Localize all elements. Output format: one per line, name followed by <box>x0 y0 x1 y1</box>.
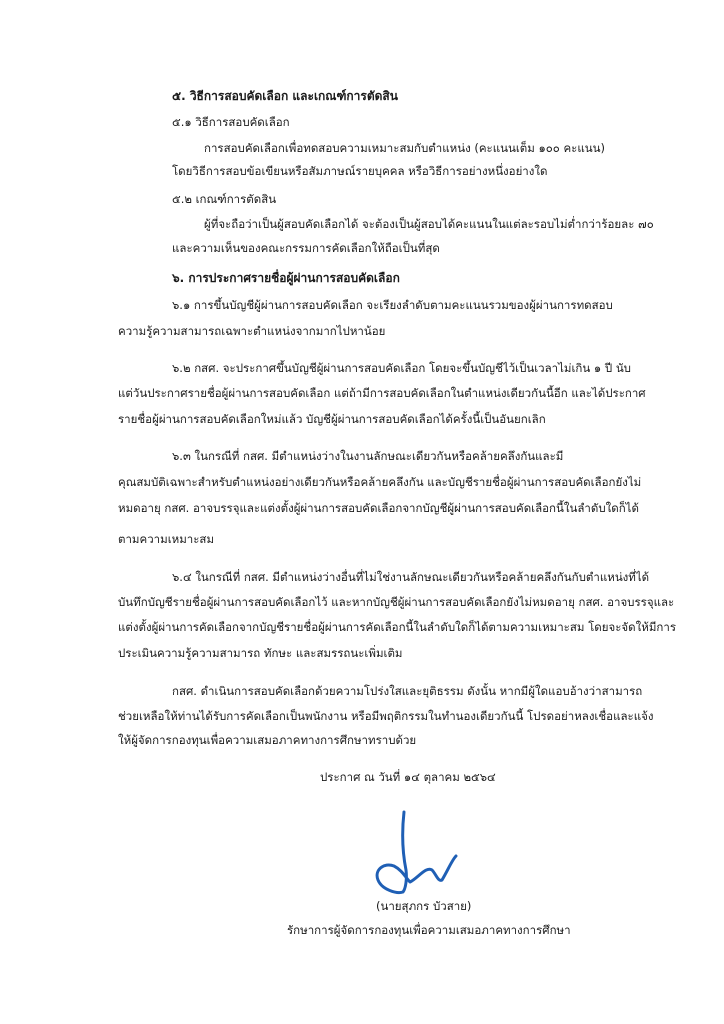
section6-4-line-4: ประเมินความรู้ความสามารถ ทักษะ และสมรรถนะเพิ่มเติม <box>118 646 403 660</box>
section6-3-line-3: หมดอายุ กสศ. อาจบรรจุและแต่งตั้งผู้ผ่านการสอบคัดเลือกจากบัญชีผู้ผ่านการสอบคัดเลือกนี้ในลำดับใดก็ได้ <box>118 501 639 515</box>
section6-3-line-1: ๖.๓ ในกรณีที่ กสศ. มีตำแหน่งว่างในงานลักษณะเดียวกันหรือคล้ายคลึงกันและมี <box>172 449 564 463</box>
notice-line-2: ช่วยเหลือให้ท่านได้รับการคัดเลือกเป็นพนักงาน หรือมีพฤติกรรมในทำนองเดียวกันนี้ โปรดอย่าหลงเชื่อและแจ้ง <box>118 709 654 723</box>
section6-3-line-4: ตามความเหมาะสม <box>118 532 215 546</box>
section6-heading: ๖. การประกาศรายชื่อผู้ผ่านการสอบคัดเลือก <box>172 271 400 285</box>
section6-2-line-2: แต่วันประกาศรายชื่อผู้ผ่านการสอบคัดเลือก แต่ถ้ามีการสอบคัดเลือกในตำแหน่งเดียวกันนี้อีก และได้ประกาศ <box>118 386 646 400</box>
section6-1-line-2: ความรู้ความสามารถเฉพาะตำแหน่งจากมากไปหาน้อย <box>118 324 386 338</box>
section5-1-line-2: โดยวิธีการสอบข้อเขียนหรือสัมภาษณ์รายบุคคล หรือวิธีการอย่างหนึ่งอย่างใด <box>172 164 548 178</box>
announcement-date: ประกาศ ณ วันที่ ๑๔ ตุลาคม ๒๕๖๔ <box>320 770 496 784</box>
section6-4-line-1: ๖.๔ ในกรณีที่ กสศ. มีตำแหน่งว่างอื่นที่ไม่ใช่งานลักษณะเดียวกันหรือคล้ายคลึงกันกับตำแหน่งที่ได้ <box>172 570 650 584</box>
section6-2-line-1: ๖.๒ กสศ. จะประกาศขึ้นบัญชีผู้ผ่านการสอบคัดเลือก โดยจะขึ้นบัญชีไว้เป็นเวลาไม่เกิน ๑ ปี นับ <box>172 361 631 375</box>
section5-2-title: ๕.๒ เกณฑ์การตัดสิน <box>172 192 277 206</box>
notice-line-3: ให้ผู้จัดการกองทุนเพื่อความเสมอภาคทางการศึกษาทราบด้วย <box>118 733 417 747</box>
signature-mark <box>366 808 466 900</box>
section5-2-line-2: และความเห็นของคณะกรรมการคัดเลือกให้ถือเป็นที่สุด <box>172 241 440 255</box>
section5-heading: ๕. วิธีการสอบคัดเลือก และเกณฑ์การตัดสิน <box>172 89 398 103</box>
section6-1-line-1: ๖.๑ การขึ้นบัญชีผู้ผ่านการสอบคัดเลือก จะเรียงลำดับตามคะแนนรวมของผู้ผ่านการทดสอบ <box>172 298 613 312</box>
section5-2-line-1: ผู้ที่จะถือว่าเป็นผู้สอบคัดเลือกได้ จะต้องเป็นผู้สอบได้คะแนนในแต่ละรอบไม่ต่ำกว่าร้อยละ ๗๐ <box>204 217 654 231</box>
signer-title: รักษาการผู้จัดการกองทุนเพื่อความเสมอภาคทางการศึกษา <box>287 923 571 937</box>
section5-1-title: ๕.๑ วิธีการสอบคัดเลือก <box>172 115 290 129</box>
section6-4-line-2: บันทึกบัญชีรายชื่อผู้ผ่านการสอบคัดเลือกไว้ และหากบัญชีผู้ผ่านการสอบคัดเลือกยังไม่หมดอายุ กสศ. อาจบรรจุและ <box>118 595 675 609</box>
notice-line-1: กสศ. ดำเนินการสอบคัดเลือกด้วยความโปร่งใสและยุติธรรม ดังนั้น หากมีผู้ใดแอบอ้างว่าสามารถ <box>172 684 643 698</box>
section6-2-line-3: รายชื่อผู้ผ่านการสอบคัดเลือกใหม่แล้ว บัญชีผู้ผ่านการสอบคัดเลือกได้ครั้งนี้เป็นอันยกเลิก <box>118 412 546 426</box>
section5-1-line-1: การสอบคัดเลือกเพื่อทดสอบความเหมาะสมกับตำแหน่ง (คะแนนเต็ม ๑๐๐ คะแนน) <box>204 141 605 155</box>
section6-4-line-3: แต่งตั้งผู้ผ่านการคัดเลือกจากบัญชีรายชื่อผู้ผ่านการคัดเลือกนี้ในลำดับใดก็ได้ตามความเหมาะสม โดยจะจัดให้มีการ <box>118 620 676 634</box>
section6-3-line-2: คุณสมบัติเฉพาะสำหรับตำแหน่งอย่างเดียวกันหรือคล้ายคลึงกัน และบัญชีรายชื่อผู้ผ่านการสอบคัดเลือกยังไม่ <box>118 475 642 489</box>
signer-name: (นายสุภกร บัวสาย) <box>376 899 472 913</box>
